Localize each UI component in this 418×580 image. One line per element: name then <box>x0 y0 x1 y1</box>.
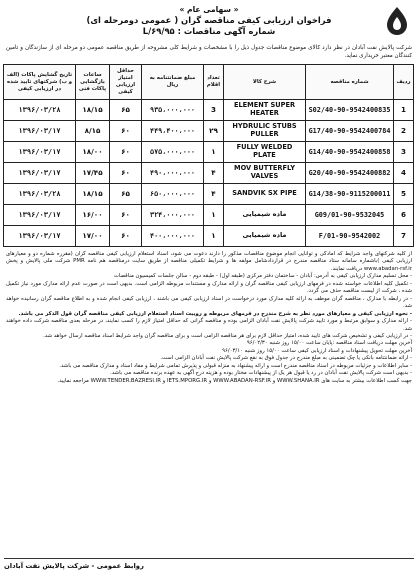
row-number: 2 <box>394 121 414 142</box>
notice-header <box>4 4 414 44</box>
item-count: 3 <box>204 100 224 121</box>
note-paragraph: - نحوه ارزیابی کیفی و معیارهای مورد نظر به شرح مندرج در فرمهای مربوطه و روییت اسناد استعلام ارزیابی کیفی مناقصه گران قول الذکر می باشد. <box>18 310 412 317</box>
guarantee-amount: ۴۰۰،۰۰۰،۰۰۰ <box>142 226 204 247</box>
opening-hour: ۸/۱۵ <box>76 121 110 142</box>
item-count: ۱ <box>204 142 224 163</box>
table-row <box>4 100 414 121</box>
item-count: ۱ <box>204 205 224 226</box>
guarantee-amount: ۶۵۰،۰۰۰،۰۰۰ <box>142 184 204 205</box>
row-number: 6 <box>394 205 414 226</box>
row-number: 5 <box>394 184 414 205</box>
note-paragraph: آخرین مهلت دریافت اسناد مناقصه :پایان ساعت ۱۵/۰۰ روز شنبه ۹۶/۰۲/۳۰ <box>246 340 412 347</box>
note-paragraph: جهت کسب اطلاعات بیشتر به سایت های WWW.SHANA.IR و WWW.ABADAN-RSF.IR و IETS.MPORG.IR و WWW.TENDER.BAZRESI.IR مراجعه نمایید. <box>57 377 412 384</box>
notice-notes <box>4 251 414 471</box>
col-header-min-score: حداقل امتیاز ارزیابی کیفی <box>110 65 142 100</box>
tender-number: 40-90-9542400858/G14 <box>306 142 394 163</box>
tender-number: 40-90-9542400784/G17 <box>306 121 394 142</box>
opening-date: ۱۳۹۶/۰۳/۱۷ <box>4 226 76 247</box>
opening-hour: ۱۸/۰۰ <box>76 142 110 163</box>
table-row <box>4 142 414 163</box>
min-score: ۶۰ <box>110 205 142 226</box>
note-paragraph: - بدیهی است شرکت پالایش نفت آبادان در رد یا قبول هر یک از پیشنهادات مختار بوده و هزینه درج آگهی به عهده برنده مناقصه می باشد. <box>110 370 412 377</box>
tender-notice <box>4 4 414 572</box>
min-score: ۶۰ <box>110 121 142 142</box>
table-row <box>4 163 414 184</box>
min-score: ۶۰ <box>110 226 142 247</box>
note-paragraph: - تکمیل کلیه اطلاعات خواسته شده در فرمهای ارزیابی کیفی مناقصه گران و ارائه مدارک و مستندات مربوطه الزامی است. بدیهی است در صورت عدم ارائه مدارک مورد نیاز تکمیل شده ، شرکت از لیست مناقصه حذف می گردد. <box>6 280 412 295</box>
public-relations-signature: روابط عمومی - شرکت پالایش نفت آبادان <box>4 558 414 572</box>
item-description: FULLY WELDED PLATE <box>224 142 306 163</box>
intro-paragraph: شرکت پالایش نفت آبادان در نظر دارد کالای موضوع مناقصات جدول ذیل را با مشخصات و شرایط کلی مشروحه از طریق مناقصه عمومی دو مرحله ای از سازندگان و تامین کنندگان معتبر خریداری نماید. <box>6 45 412 60</box>
item-count: ۴ <box>204 163 224 184</box>
tender-number: 01-90-9542002/F <box>306 226 394 247</box>
opening-date: ۱۳۹۶/۰۳/۲۸ <box>4 100 76 121</box>
item-description: SANDVIK SX PIPE <box>224 184 306 205</box>
opening-hour: ۱۷/۰۰ <box>76 226 110 247</box>
tender-number: 40-90-9542400882/G20 <box>306 163 394 184</box>
guarantee-amount: ۵۷۵،۰۰۰،۰۰۰ <box>142 142 204 163</box>
note-paragraph: - محل تسلیم مدارک ارزیابی کیفی به آدرس: آبادان - ساختمان دفتر مرکزی (طبقه اول) - طبقه دوم - سالن جلسات کمیسیون مناقصات <box>113 273 412 280</box>
min-score: ۶۰ <box>110 163 142 184</box>
row-number: 1 <box>394 100 414 121</box>
item-count: ۱ <box>204 226 224 247</box>
opening-hour: ۱۶/۰۰ <box>76 205 110 226</box>
notice-title: فراخوان ارزیابی کیفی مناقصه گران ( عمومی دومرحله ای) <box>86 15 332 25</box>
tender-number: 40-90-9542400835/S02 <box>306 100 394 121</box>
opening-hour: ۱۷/۴۵ <box>76 163 110 184</box>
col-header-tender-no: شماره مناقصه <box>306 65 394 100</box>
opening-date: ۱۳۹۶/۰۳/۱۷ <box>4 205 76 226</box>
col-header-opening-date: تاریخ گشایش پاکات (الف و ب) شرکتهای تایید شده در ارزیابی کیفی <box>4 65 76 100</box>
item-count: ۴ <box>204 184 224 205</box>
tender-number: 38-90-9115200011/G14 <box>306 184 394 205</box>
row-number: 4 <box>394 163 414 184</box>
item-description: MOV BUTTERFLY VALVES <box>224 163 306 184</box>
opening-date: ۱۳۹۶/۰۳/۱۷ <box>4 142 76 163</box>
opening-date: ۱۳۹۶/۰۳/۱۷ <box>4 121 76 142</box>
min-score: ۶۰ <box>110 142 142 163</box>
note-paragraph: از کلیه شرکتهای واجد شرایط که آمادگی و توانایی انجام موضوع مناقصات مذکور را دارند دعوت می شود، اسناد استعلام ارزیابی کیفی مناقصه گران (مقرره شماره دو و معیارهای ارزیابی کیفی )باشماره سامانه ستاد مناقصه مندرج در قراردادشامل مولفه ها و شرایط تکمیلی مناقصه از طریق سایت درمناقصه هم نامه PMR شرکت ملی پالایش و پخش www.abadan-rsf.ir دریافت نمایند. <box>6 251 413 272</box>
opening-date: ۱۳۹۶/۰۳/۱۷ <box>4 163 76 184</box>
refinery-logo-icon <box>384 6 410 36</box>
table-row <box>4 226 414 247</box>
item-description: ماده شیمیایی <box>224 226 306 247</box>
table-row <box>4 205 414 226</box>
col-header-guarantee: مبلغ ضمانتنامه به ریال <box>142 65 204 100</box>
note-paragraph: - ارائه مدارک و سوابق مرتبط و مورد تایید شرکت پالایش نفت آبادان الزامی بوده و مناقصه گرانی که حداقل امتیاز لازم را کسب نمایند، در مرحله بعدی مناقصه شرکت داده خواهند شد. <box>6 318 412 332</box>
note-paragraph: - ارائه ضمانتنامه بانکی یا چک تضمینی به مبلغ مندرج در جدول فوق به نفع شرکت پالایش نفت آبادان الزامی است. <box>160 355 412 362</box>
note-paragraph: - در ارزیابی کیفی و تشخیص شرکت های تایید شده، امتیاز حداقل لازم برای هر مناقصه الزامی است و برای مناقصه گران واجد شرایط اسناد مناقصه ارسال خواهد شد. <box>43 332 412 339</box>
item-count: ۲۹ <box>204 121 224 142</box>
tender-number: 01-90-9532045/G09 <box>306 205 394 226</box>
item-description: ELEMENT SUPER HEATER <box>224 100 306 121</box>
opening-date: ۱۳۹۶/۰۳/۲۸ <box>4 184 76 205</box>
min-score: ۶۵ <box>110 100 142 121</box>
row-number: 3 <box>394 142 414 163</box>
item-description: HYDRULIC STUBS PULLER <box>224 121 306 142</box>
opening-hour: ۱۸/۱۵ <box>76 184 110 205</box>
col-header-items: تعداد اقلام <box>204 65 224 100</box>
guarantee-amount: ۹۳۵،۰۰۰،۰۰۰ <box>142 100 204 121</box>
table-header-row <box>4 65 414 100</box>
table-row <box>4 184 414 205</box>
guarantee-amount: ۴۴۹،۴۰۰،۰۰۰ <box>142 121 204 142</box>
table-row <box>4 121 414 142</box>
guarantee-amount: ۴۹۰،۰۰۰،۰۰۰ <box>142 163 204 184</box>
col-header-opening-hour: ساعات بازگشایی پاکات فنی <box>76 65 110 100</box>
col-header-row-no: ردیف <box>394 65 414 100</box>
row-number: 7 <box>394 226 414 247</box>
note-paragraph: - در رابطه با مدارک ، مناقصه گران موظف به ارائه کلیه مدارک مورد درخواست در اسناد ارزیابی کیفی می باشند ، ارزیابی کیفی انجام شده و به اطلاع مناقصه گران رسانیده خواهد شد. <box>6 295 412 310</box>
company-type: « سهامی عام » <box>179 5 239 14</box>
item-description: ماده شیمیایی <box>224 205 306 226</box>
tender-table <box>3 64 414 247</box>
note-paragraph: آخرین مهلت تحویل پیشنهادات و اسناد ارزیابی کیفی ساعت ۱۵/۰۰ روز شنبه ۹۶/۰۳/۱۰ <box>222 347 412 354</box>
notice-number: شماره آگهی مناقصات : ۹۵/L/۶۹ <box>142 26 276 36</box>
note-paragraph: - سایر اطلاعات و جزئیات مربوطه در اسناد مناقصه مندرج است و ارائه پیشنهاد به منزله قبولی و پذیرش تمامی شرایط و مفاد اسناد و مدارک مناقصه می باشد. <box>59 362 412 369</box>
col-header-description: شرح کالا <box>224 65 306 100</box>
guarantee-amount: ۳۲۴،۰۰۰،۰۰۰ <box>142 205 204 226</box>
opening-hour: ۱۸/۱۵ <box>76 100 110 121</box>
min-score: ۶۵ <box>110 184 142 205</box>
